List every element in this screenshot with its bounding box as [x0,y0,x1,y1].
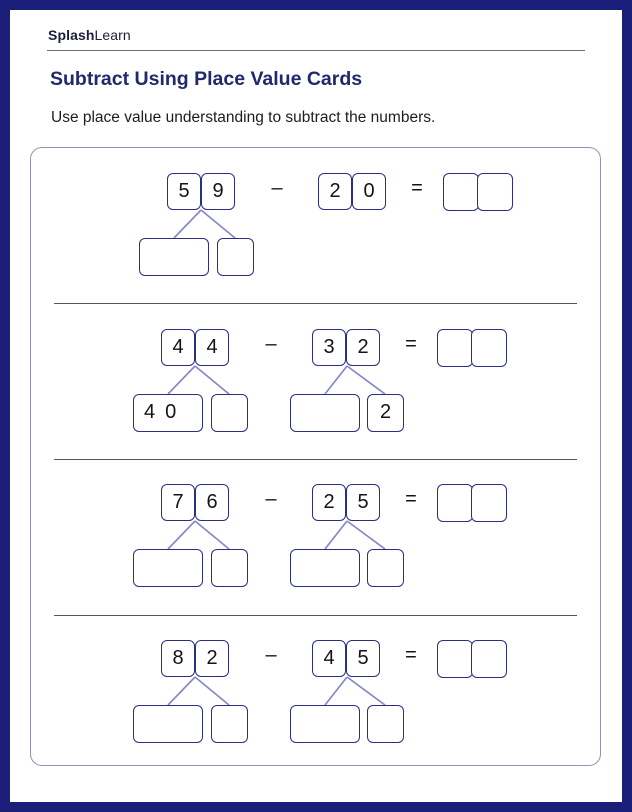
minus-sign: – [265,644,277,666]
subtrahend-tens-card: 3 [312,329,346,366]
answer-tens-box[interactable] [437,329,473,367]
equals-sign: = [405,488,417,510]
minuend-tens-card: 4 [161,329,195,366]
subtrahend-tens-card: 4 [312,640,346,677]
subtrahend-ones-part-box[interactable]: 2 [367,394,404,432]
subtrahend-tens-part-box[interactable] [290,394,360,432]
answer-tens-box[interactable] [443,173,479,211]
subtrahend-tens-part-box[interactable] [290,549,360,587]
answer-tens-box[interactable] [437,484,473,522]
minuend-ones-card: 6 [195,484,229,521]
minuend-tens-card: 5 [167,173,201,210]
subtrahend-ones-part-box[interactable] [367,549,404,587]
answer-tens-box[interactable] [437,640,473,678]
splashlearn-logo: SplashLearn [48,27,131,43]
answer-ones-box[interactable] [471,640,507,678]
minuend-ones-card: 2 [195,640,229,677]
minuend-ones-part-box[interactable] [211,549,248,587]
equals-sign: = [411,177,423,199]
minuend-tens-card: 8 [161,640,195,677]
subtrahend-ones-part-box[interactable] [367,705,404,743]
minus-sign: – [265,488,277,510]
equals-sign: = [405,644,417,666]
subtrahend-tens-card: 2 [318,173,352,210]
minus-sign: – [265,333,277,355]
minuend-tens-part-box[interactable] [139,238,209,276]
answer-ones-box[interactable] [471,484,507,522]
minuend-ones-card: 9 [201,173,235,210]
minuend-ones-part-box[interactable] [217,238,254,276]
minuend-ones-part-box[interactable] [211,705,248,743]
subtrahend-tens-card: 2 [312,484,346,521]
minuend-tens-part-box[interactable]: 40 [133,394,203,432]
minuend-ones-card: 4 [195,329,229,366]
subtrahend-ones-card: 5 [346,484,380,521]
worksheet [10,10,622,802]
equals-sign: = [405,333,417,355]
minuend-tens-part-box[interactable] [133,705,203,743]
subtrahend-tens-part-box[interactable] [290,705,360,743]
row-divider [54,459,577,460]
page-title: Subtract Using Place Value Cards [50,68,363,90]
answer-ones-box[interactable] [471,329,507,367]
header-divider [47,50,585,51]
subtrahend-ones-card: 2 [346,329,380,366]
minuend-tens-part-box[interactable] [133,549,203,587]
answer-ones-box[interactable] [477,173,513,211]
subtrahend-ones-card: 5 [346,640,380,677]
row-divider [54,615,577,616]
minus-sign: – [271,177,283,199]
minuend-tens-card: 7 [161,484,195,521]
row-divider [54,303,577,304]
instructions: Use place value understanding to subtract the numbers. [51,109,436,126]
subtrahend-ones-card: 0 [352,173,386,210]
minuend-ones-part-box[interactable] [211,394,248,432]
